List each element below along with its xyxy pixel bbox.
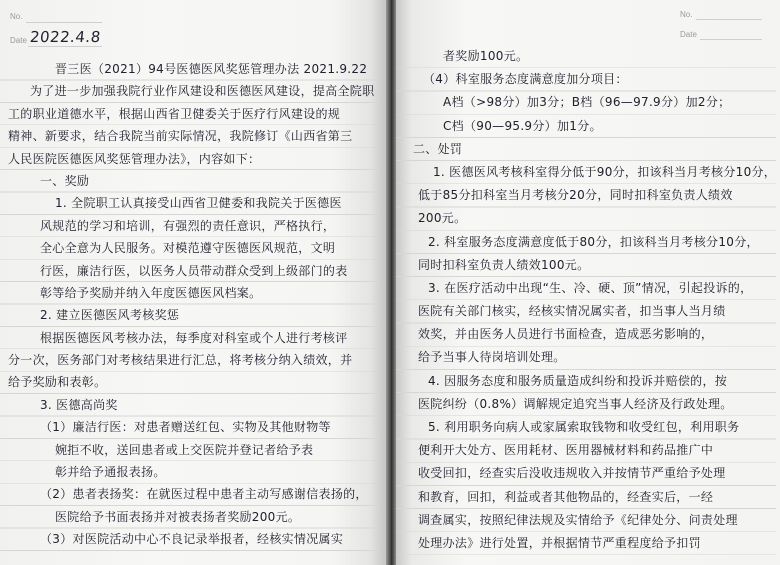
right-page	[396, 0, 780, 565]
date-value: 2022.4.8	[29, 28, 102, 46]
text-line: 根据医德医风考核办法，每季度对科室或个人进行考核评	[40, 330, 348, 345]
date-underline	[28, 46, 102, 47]
text-line: 低于85分扣科室当月考核分20分，同时扣科室负责人绩效	[418, 188, 733, 203]
text-line: 和教育，回扣，利益或者其他物品的，经查实后，一经	[418, 489, 714, 504]
text-line: 人民医院医德医风奖惩管理办法》，内容如下：	[8, 151, 261, 166]
text-line: 彰等给予奖励并纳入年度医德医风档案。	[40, 285, 262, 300]
no-underline	[696, 19, 762, 20]
text-line: 彰并给予通报表扬。	[55, 465, 166, 480]
right-page-text	[396, 45, 776, 555]
text-line: 者奖励100元。	[443, 49, 529, 63]
no-underline	[26, 22, 102, 23]
text-line: 分一次，医务部门对考核结果进行汇总，将考核分纳入绩效，并	[8, 353, 353, 368]
text-line: 200元。	[418, 211, 467, 226]
text-line: 调查属实，按照纪律法规及实情给予《纪律处分、问责处理	[418, 512, 738, 527]
text-line: 全心全意为人民服务。对模范遵守医德医风规范，文明	[40, 241, 336, 256]
no-label: No.	[680, 10, 693, 19]
text-line: 2. 建立医德医风考核奖惩	[40, 308, 180, 323]
text-line: A档（>98分）加3分；B档（96—97.9分）加2分；	[443, 95, 731, 110]
notebook-spine	[386, 0, 396, 565]
date-label: Date	[680, 30, 697, 39]
date-label: Date	[10, 36, 27, 45]
text-line: （3）对医院活动中心不良记录举报者，经核实情况属实	[40, 532, 344, 547]
text-line: 风规范的学习和培训，有强烈的责任意识，严格执行，	[40, 218, 336, 233]
text-line: （4）科室服务态度满意度加分项目：	[423, 72, 628, 87]
text-line: 效奖，并由医务人员进行书面检查，造成恶劣影响的，	[418, 327, 714, 342]
text-line: （1）廉洁行医：对患者赠送红包、实物及其他财物等	[40, 420, 331, 435]
text-line: 医院纠纷（0.8%）调解规定追究当事人经济及行政处理。	[418, 396, 733, 411]
text-line: 4. 因服务态度和服务质量造成纠纷和投诉并赔偿的，按	[428, 373, 728, 388]
section-heading: 一、奖励	[40, 173, 90, 188]
text-line: 2. 科室服务态度满意度低于80分，扣该科当月考核分10分，	[428, 234, 759, 249]
text-line: 为了进一步加强我院行业作风建设和医德医风建设，提高全院职	[30, 84, 375, 99]
text-line: 处理办法》进行处置，并根据情节严重程度给予扣罚	[418, 535, 701, 550]
text-line: C档（90—95.9分）加1分。	[443, 118, 602, 133]
text-line: 给予奖励和表彰。	[8, 375, 107, 390]
no-label: No.	[10, 12, 23, 21]
text-line: 3. 医德高尚奖	[40, 397, 118, 412]
text-line: 婉拒不收，送回患者或上交医院并登记者给予表	[55, 442, 314, 457]
text-line: 同时扣科室负责人绩效100元。	[418, 257, 590, 272]
text-line: 晋三医（2021）94号医德医风奖惩管理办法 2021.9.22	[55, 62, 368, 76]
date-underline	[700, 39, 762, 40]
text-line: 行医，廉洁行医，以医务人员带动群众受到上级部门的表	[40, 263, 348, 278]
left-page-text	[0, 58, 380, 551]
text-line: 3. 在医疗活动中出现“生、冷、硬、顶”情况，引起投诉的，	[428, 280, 753, 295]
left-page	[0, 0, 386, 565]
text-line: 精神、新要求，结合我院当前实际情况，我院修订《山西省第三	[8, 129, 353, 144]
text-line: 1. 全院职工认真接受山西省卫健委和我院关于医德医	[55, 196, 342, 211]
text-line: 工的职业道德水平，根据山西省卫健委关于医疗行风建设的规	[8, 106, 341, 121]
text-line: 医院给予书面表扬并对被表扬者奖励200元。	[55, 509, 301, 524]
text-line: 收受回扣，经查实后没收违规收入并按情节严重给予处理	[418, 466, 726, 481]
text-line: 给予当事人待岗培训处理。	[418, 350, 566, 365]
text-line: 便利开大处方、医用耗材、医用器械材料和药品推广中	[418, 443, 714, 458]
text-line: 5. 利用职务向病人或家属索取钱物和收受红包，利用职务	[428, 420, 740, 434]
text-line: 医院有关部门核实，经核实情况属实者，扣当事人当月绩	[418, 304, 726, 319]
text-line: 1. 医德医风考核科室得分低于90分，扣该科当月考核分10分，	[433, 164, 776, 179]
text-line: （2）患者表扬奖：在就医过程中患者主动写感谢信表扬的，	[40, 487, 368, 502]
section-heading: 二、处罚	[413, 141, 463, 156]
